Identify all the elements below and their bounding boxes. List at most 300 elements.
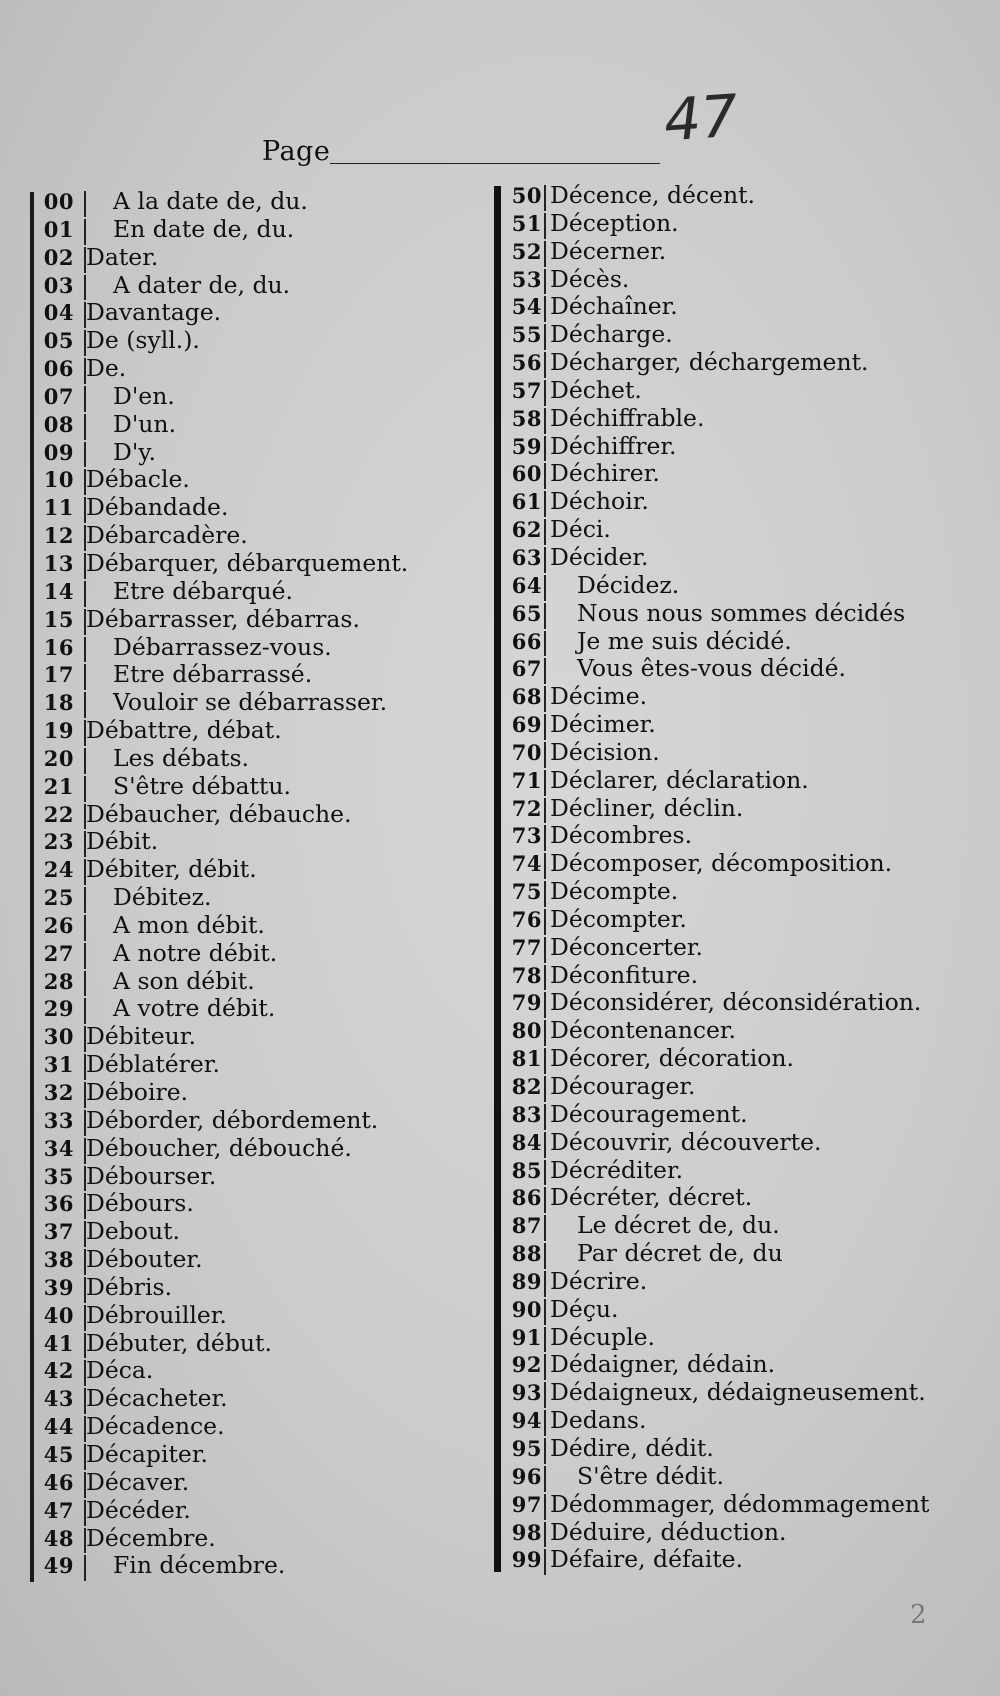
code-entry	[36, 1051, 476, 1079]
code-separator-rule	[544, 1132, 546, 1158]
code-entry	[504, 878, 974, 906]
code-separator-rule	[544, 1076, 546, 1102]
code-entry	[36, 1357, 476, 1385]
code-number: 75	[511, 879, 542, 905]
code-term: Décrire.	[550, 1266, 648, 1295]
code-term: S'être débattu.	[113, 771, 292, 800]
code-term: Débacle.	[86, 465, 190, 494]
code-term: Décompte.	[550, 877, 679, 906]
code-entry	[36, 411, 476, 439]
code-term: Déçu.	[550, 1294, 619, 1323]
code-term: Vous êtes-vous décidé.	[577, 654, 847, 683]
code-number: 02	[43, 244, 74, 270]
code-number: 79	[511, 990, 542, 1016]
code-entry	[504, 962, 974, 990]
code-entry	[504, 1129, 974, 1157]
code-entry	[504, 1017, 974, 1045]
code-number: 76	[511, 906, 542, 932]
code-number: 61	[511, 489, 542, 515]
code-separator-rule	[84, 664, 86, 690]
code-separator-rule	[544, 965, 546, 991]
code-entry	[36, 1218, 476, 1246]
code-term: Davantage.	[86, 298, 222, 327]
code-term: Décapiter.	[86, 1439, 208, 1468]
code-entry	[504, 1184, 974, 1212]
code-number: 11	[43, 495, 74, 521]
code-entry	[504, 1324, 974, 1352]
code-number: 54	[511, 294, 542, 320]
code-separator-rule	[544, 603, 546, 629]
code-term: Décéder.	[86, 1495, 191, 1524]
code-term: Décence, décent.	[550, 181, 756, 209]
code-number: 35	[43, 1163, 74, 1189]
code-number: 27	[43, 940, 74, 966]
code-term: Décacheter.	[86, 1384, 228, 1413]
code-entry	[36, 1441, 476, 1469]
code-term: Décadence.	[86, 1412, 225, 1441]
code-number: 03	[43, 272, 74, 298]
code-entry	[36, 578, 476, 606]
code-term: Décès.	[550, 264, 630, 293]
code-term: Par décret de, du	[577, 1239, 783, 1268]
code-term: A dater de, du.	[113, 270, 291, 299]
code-term: Déclarer, déclaration.	[550, 765, 809, 794]
code-entry	[504, 1268, 974, 1296]
code-term: Déboire.	[86, 1078, 189, 1106]
code-term: Débourser.	[86, 1161, 217, 1190]
code-number: 38	[43, 1247, 74, 1273]
code-entry	[36, 884, 476, 912]
code-number: 20	[43, 745, 74, 771]
code-term: Debout.	[86, 1217, 180, 1246]
code-entry	[36, 550, 476, 578]
code-number: 16	[43, 634, 74, 660]
code-term: Décembre.	[86, 1523, 216, 1552]
code-number: 60	[511, 461, 542, 487]
code-term: Déchoir.	[550, 487, 649, 516]
code-number: 33	[43, 1107, 74, 1133]
code-term: Déboucher, débouché.	[86, 1133, 352, 1162]
code-separator-rule	[544, 1354, 546, 1380]
code-separator-rule	[84, 386, 86, 412]
code-term: Décombres.	[550, 821, 693, 850]
code-number: 69	[511, 712, 542, 738]
code-number: 34	[43, 1135, 74, 1161]
code-term: Débiteur.	[86, 1022, 196, 1051]
code-entry	[504, 321, 974, 349]
code-entry	[504, 628, 974, 656]
code-entry	[504, 822, 974, 850]
code-separator-rule	[544, 937, 546, 963]
code-entry	[36, 1469, 476, 1497]
code-number: 28	[43, 968, 74, 994]
left-code-column	[36, 188, 476, 1580]
code-entry	[504, 1407, 974, 1435]
code-entry	[36, 1413, 476, 1441]
code-separator-rule	[544, 463, 546, 489]
code-separator-rule	[544, 1020, 546, 1046]
code-separator-rule	[544, 798, 546, 824]
code-number: 12	[43, 523, 74, 549]
code-entry	[36, 1246, 476, 1274]
right-code-column	[504, 182, 974, 1574]
code-term: Décuple.	[550, 1322, 655, 1351]
code-entry	[504, 795, 974, 823]
code-term: Décerner.	[550, 236, 667, 265]
code-number: 72	[511, 795, 542, 821]
code-number: 90	[511, 1296, 542, 1322]
code-separator-rule	[84, 637, 86, 663]
code-term: Dédaigner, dédain.	[550, 1350, 776, 1379]
code-separator-rule	[544, 324, 546, 350]
code-number: 65	[511, 600, 542, 626]
code-entry	[504, 655, 974, 683]
code-entry	[504, 906, 974, 934]
code-number: 59	[511, 433, 542, 459]
code-separator-rule	[84, 219, 86, 245]
code-number: 86	[511, 1185, 542, 1211]
code-separator-rule	[544, 408, 546, 434]
code-separator-rule	[544, 825, 546, 851]
code-number: 29	[43, 996, 74, 1022]
code-entry	[36, 856, 476, 884]
code-number: 83	[511, 1101, 542, 1127]
code-entry	[504, 460, 974, 488]
code-separator-rule	[84, 581, 86, 607]
code-separator-rule	[84, 275, 86, 301]
code-number: 95	[511, 1435, 542, 1461]
code-entry	[36, 1079, 476, 1107]
code-term: Débarcadère.	[86, 521, 248, 550]
code-entry	[36, 717, 476, 745]
code-term: A mon débit.	[113, 910, 265, 939]
code-number: 77	[511, 934, 542, 960]
code-term: Dater.	[86, 242, 159, 271]
code-term: Dédire, dédit.	[550, 1433, 714, 1462]
code-entry	[36, 689, 476, 717]
code-number: 56	[511, 350, 542, 376]
code-number: 96	[511, 1463, 542, 1489]
code-entry	[504, 572, 974, 600]
code-entry	[36, 661, 476, 689]
code-entry	[36, 773, 476, 801]
code-entry	[36, 912, 476, 940]
code-number: 39	[43, 1274, 74, 1300]
code-entry	[504, 600, 974, 628]
code-number: 30	[43, 1024, 74, 1050]
code-number: 99	[511, 1547, 542, 1573]
code-number: 25	[43, 885, 74, 911]
code-separator-rule	[84, 943, 86, 969]
code-separator-rule	[544, 1549, 546, 1575]
code-term: Décaver.	[86, 1467, 190, 1496]
code-entry	[504, 377, 974, 405]
code-number: 73	[511, 823, 542, 849]
code-number: 37	[43, 1219, 74, 1245]
code-term: Décréter, décret.	[550, 1183, 753, 1212]
code-entry	[36, 745, 476, 773]
code-number: 94	[511, 1408, 542, 1434]
code-entry	[36, 355, 476, 383]
code-number: 58	[511, 405, 542, 431]
code-number: 17	[43, 662, 74, 688]
code-entry	[504, 1240, 974, 1268]
code-entry	[36, 1023, 476, 1051]
code-number: 19	[43, 718, 74, 744]
code-number: 32	[43, 1080, 74, 1105]
code-term: Etre débarrassé.	[113, 660, 313, 689]
code-entry	[504, 182, 974, 210]
code-separator-rule	[84, 748, 86, 774]
code-term: Déconcerter.	[550, 932, 703, 961]
code-number: 14	[43, 578, 74, 604]
code-separator-rule	[84, 971, 86, 997]
code-separator-rule	[84, 776, 86, 802]
code-separator-rule	[544, 241, 546, 267]
code-separator-rule	[544, 296, 546, 322]
code-number: 15	[43, 606, 74, 632]
handwritten-page-number: 47	[661, 81, 741, 155]
code-separator-rule	[544, 1522, 546, 1548]
code-separator-rule	[544, 909, 546, 935]
code-separator-rule	[544, 1438, 546, 1464]
code-number: 09	[43, 439, 74, 465]
code-term: Débris.	[86, 1272, 173, 1301]
code-separator-rule	[544, 1160, 546, 1186]
code-term: Déborder, débordement.	[86, 1105, 379, 1134]
code-term: Débitez.	[113, 883, 212, 912]
code-entry	[504, 266, 974, 294]
code-term: Débarrasser, débarras.	[86, 604, 360, 633]
code-term: De.	[86, 354, 127, 383]
code-separator-rule	[544, 631, 546, 657]
code-term: Découragement.	[550, 1099, 748, 1128]
code-entry	[36, 1274, 476, 1302]
code-separator-rule	[84, 442, 86, 468]
code-entry	[504, 850, 974, 878]
code-term: Déconsidérer, déconsidération.	[550, 988, 922, 1017]
code-term: Décision.	[550, 737, 660, 766]
code-number: 46	[43, 1469, 74, 1495]
code-term: Débarrassez-vous.	[113, 632, 332, 661]
code-term: Déchiffrer.	[550, 431, 677, 460]
code-entry	[504, 683, 974, 711]
code-term: Décompter.	[550, 904, 687, 933]
code-number: 93	[511, 1380, 542, 1406]
code-number: 06	[43, 356, 74, 382]
code-term: A la date de, du.	[113, 187, 308, 215]
code-term: A votre débit.	[113, 994, 276, 1023]
code-entry	[504, 934, 974, 962]
code-number: 84	[511, 1129, 542, 1155]
code-number: 66	[511, 628, 542, 654]
code-number: 42	[43, 1358, 74, 1384]
code-number: 21	[43, 773, 74, 799]
code-term: Décidez.	[577, 570, 680, 599]
code-separator-rule	[544, 1215, 546, 1241]
code-term: Décime.	[550, 682, 648, 711]
code-term: En date de, du.	[113, 214, 295, 243]
code-entry	[504, 1379, 974, 1407]
code-term: Débarquer, débarquement.	[86, 548, 409, 577]
code-entry	[504, 544, 974, 572]
code-number: 50	[511, 183, 542, 208]
code-number: 00	[43, 189, 74, 214]
code-separator-rule	[544, 1187, 546, 1213]
page-label: Page	[262, 136, 331, 167]
code-number: 87	[511, 1213, 542, 1239]
code-number: 67	[511, 656, 542, 682]
signature-mark: 2	[910, 1600, 927, 1630]
code-entry	[504, 1546, 974, 1574]
code-number: 18	[43, 690, 74, 716]
page-number-line	[330, 163, 660, 164]
code-number: 43	[43, 1386, 74, 1412]
code-entry	[36, 1107, 476, 1135]
code-entry	[36, 439, 476, 467]
code-entry	[504, 767, 974, 795]
code-term: Décider.	[550, 542, 649, 571]
code-entry	[36, 216, 476, 244]
code-separator-rule	[544, 992, 546, 1018]
code-term: Décimer.	[550, 710, 656, 739]
code-entry	[504, 1463, 974, 1491]
code-entry	[36, 606, 476, 634]
code-number: 01	[43, 216, 74, 242]
code-entry	[36, 1525, 476, 1553]
code-number: 85	[511, 1157, 542, 1183]
code-separator-rule	[544, 1299, 546, 1325]
code-number: 74	[511, 851, 542, 877]
code-number: 78	[511, 962, 542, 988]
code-term: S'être dédit.	[577, 1461, 724, 1490]
code-entry	[504, 210, 974, 238]
code-number: 44	[43, 1414, 74, 1440]
code-term: Déconfiture.	[550, 960, 699, 989]
code-number: 40	[43, 1302, 74, 1328]
code-entry	[36, 1497, 476, 1525]
code-number: 62	[511, 517, 542, 543]
code-entry	[504, 1101, 974, 1129]
code-term: Décliner, déclin.	[550, 793, 744, 822]
code-term: D'un.	[113, 409, 177, 438]
code-entry	[504, 1435, 974, 1463]
code-term: Décréditer.	[550, 1155, 684, 1184]
code-separator-rule	[544, 269, 546, 295]
code-separator-rule	[544, 1382, 546, 1408]
code-number: 68	[511, 684, 542, 710]
code-separator-rule	[84, 692, 86, 718]
code-separator-rule	[544, 213, 546, 239]
code-entry	[36, 327, 476, 355]
code-number: 52	[511, 238, 542, 264]
code-term: A son débit.	[113, 966, 255, 995]
code-term: Je me suis décidé.	[577, 626, 792, 655]
code-number: 08	[43, 411, 74, 437]
code-entry	[504, 433, 974, 461]
code-term: Déca.	[86, 1356, 154, 1385]
code-separator-rule	[544, 352, 546, 378]
code-term: Déci.	[550, 515, 611, 544]
code-separator-rule	[544, 658, 546, 684]
code-entry	[36, 1163, 476, 1191]
code-term: Le décret de, du.	[577, 1211, 780, 1240]
code-entry	[504, 1351, 974, 1379]
code-entry	[36, 1330, 476, 1358]
code-entry	[504, 1157, 974, 1185]
code-entry	[504, 238, 974, 266]
code-entry	[504, 349, 974, 377]
code-term: Déchiffrable.	[550, 403, 705, 432]
code-term: Dédaigneux, dédaigneusement.	[550, 1378, 926, 1407]
code-separator-rule	[544, 770, 546, 796]
code-entry	[36, 522, 476, 550]
code-number: 23	[43, 829, 74, 855]
code-term: Débandade.	[86, 493, 229, 522]
code-entry	[504, 1491, 974, 1519]
code-term: Déchet.	[550, 375, 642, 404]
code-number: 47	[43, 1497, 74, 1523]
code-number: 07	[43, 383, 74, 409]
code-number: 31	[43, 1052, 74, 1078]
code-entry	[36, 1135, 476, 1163]
code-entry	[504, 711, 974, 739]
code-entry	[36, 995, 476, 1023]
code-entry	[36, 1190, 476, 1218]
code-number: 22	[43, 801, 74, 827]
code-number: 48	[43, 1525, 74, 1551]
code-number: 05	[43, 328, 74, 354]
code-entry	[504, 1296, 974, 1324]
code-number: 88	[511, 1241, 542, 1267]
code-entry	[36, 801, 476, 829]
code-entry	[36, 466, 476, 494]
code-term: Débiter, débit.	[86, 855, 257, 884]
code-term: Débouter.	[86, 1245, 203, 1274]
code-separator-rule	[544, 1271, 546, 1297]
code-entry	[504, 516, 974, 544]
code-term: Débit.	[86, 827, 159, 856]
code-number: 04	[43, 300, 74, 326]
code-entry	[36, 1385, 476, 1413]
code-term: Décourager.	[550, 1072, 696, 1100]
code-entry	[36, 940, 476, 968]
code-term: Dedans.	[550, 1406, 647, 1435]
code-term: Déception.	[550, 208, 679, 237]
code-number: 91	[511, 1324, 542, 1350]
code-separator-rule	[544, 686, 546, 712]
code-entry	[36, 968, 476, 996]
code-separator-rule	[544, 1410, 546, 1436]
code-number: 64	[511, 572, 542, 598]
code-number: 51	[511, 210, 542, 236]
code-number: 24	[43, 857, 74, 883]
code-number: 55	[511, 322, 542, 348]
code-term: De (syll.).	[86, 326, 200, 355]
code-separator-rule	[544, 519, 546, 545]
code-separator-rule	[544, 1104, 546, 1130]
code-term: Débours.	[86, 1189, 194, 1218]
code-term: D'en.	[113, 381, 175, 410]
code-entry	[36, 1302, 476, 1330]
code-separator-rule	[544, 1327, 546, 1353]
code-separator-rule	[544, 380, 546, 406]
code-entry	[36, 244, 476, 272]
code-entry	[36, 634, 476, 662]
code-separator-rule	[84, 191, 86, 217]
code-number: 10	[43, 467, 74, 493]
code-number: 63	[511, 544, 542, 570]
